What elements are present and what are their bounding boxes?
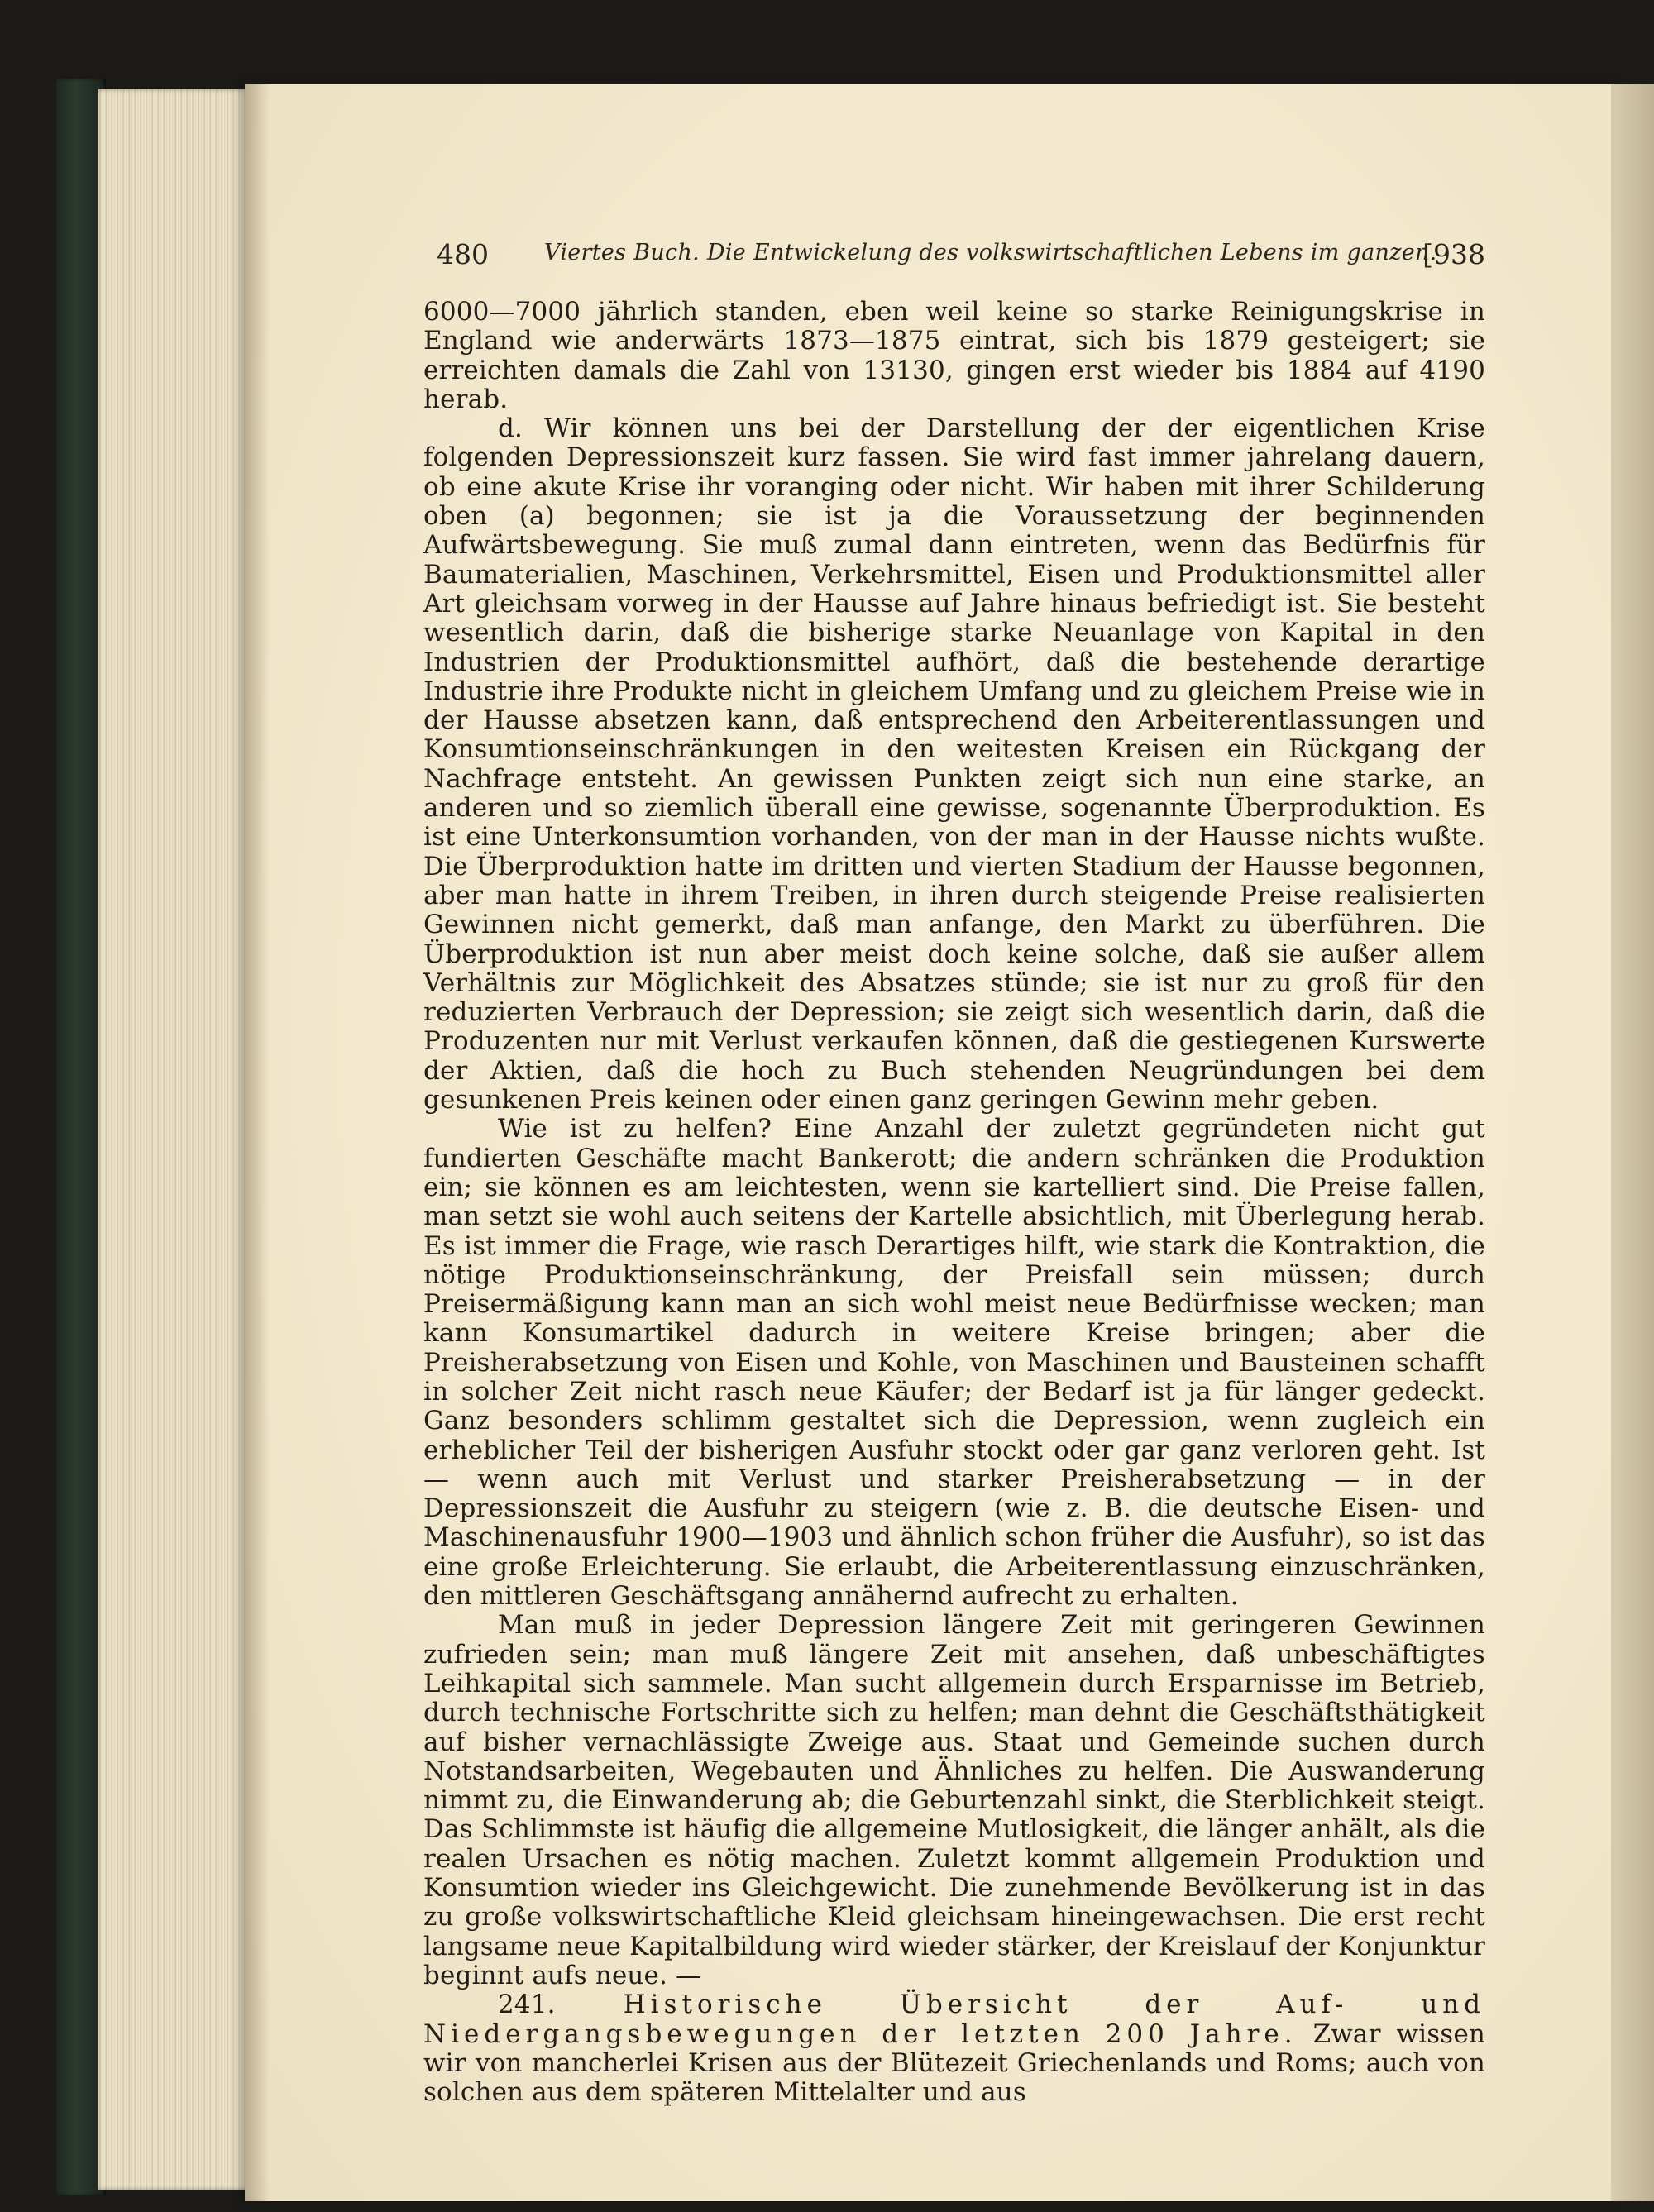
page-number: 480 [437,238,489,270]
paragraph-1: 6000—7000 jährlich standen, eben weil keine so starke Reinigungskrise in England wie anderwärts 1873—1875 eintrat, sich bis 1879 gesteigert; sie erreichten damals die Zahl von 13130, gingen erst wieder bis 1884 auf 4190 herab. [423,297,1485,414]
page-edges [98,89,248,2190]
section-marker: [938 [1422,238,1485,270]
next-page-edge [1611,84,1654,2201]
running-title: Viertes Buch. Die Entwickelung des volkswirtschaftlichen Lebens im ganzen. [544,240,1437,265]
paragraph-5 [423,1990,1485,2107]
paragraph-2: d. Wir können uns bei der Darstellung der der eigentlichen Krise folgenden Depressionszeit kurz fassen. Sie wird fast immer jahrelang dauern, ob eine akute Krise ihr voranging oder nicht. Wir haben mit ihrer Schilderung oben (a) begonnen; sie ist ja die Voraussetzung der beginnenden Aufwärtsbewegung. Sie muß zumal dann eintreten, wenn das Bedürfnis für Baumaterialien, Maschinen, Verkehrsmittel, Eisen und Produktionsmittel aller Art gleichsam vorweg in der Hausse auf Jahre hinaus befriedigt ist. Sie besteht wesentlich darin, daß die bisherige starke Neuanlage von Kapital in den Industrien der Produktionsmittel aufhört, daß die bestehende derartige Industrie ihre Produkte nicht in gleichem Umfang und zu gleichem Preise wie in der Hausse absetzen kann, daß entsprechend den Arbeiterentlassungen und Konsumtionseinschränkungen in den weitesten Kreisen ein Rückgang der Nachfrage entsteht. An gewissen Punkten zeigt sich nun eine starke, an anderen und so ziemlich überall eine gewisse, sogenannte Überproduktion. Es ist eine Unterkonsumtion vorhanden, von der man in der Hausse nichts wußte. Die Überproduktion hatte im dritten und vierten Stadium der Hausse begonnen, aber man hatte in ihrem Treiben, in ihren durch steigende Preise realisierten Gewinnen nicht gemerkt, daß man anfange, den Markt zu überführen. Die Überproduktion ist nun aber meist doch keine solche, daß sie außer allem Verhältnis zur Möglichkeit des Absatzes stünde; sie ist nur zu groß für den reduzierten Verbrauch der Depression; sie zeigt sich wesentlich darin, daß die Produzenten nur mit Verlust verkaufen können, daß die gestiegenen Kurswerte der Aktien, daß die hoch zu Buch stehenden Neugründungen bei dem gesunkenen Preis keinen oder einen ganz geringen Gewinn mehr geben. [423,413,1485,1116]
gutter-shadow [245,84,270,2201]
paragraph-4: Man muß in jeder Depression längere Zeit mit geringeren Gewinnen zufrieden sein; man muß längere Zeit mit ansehen, daß unbeschäftigtes Leihkapital sich sammele. Man sucht allgemein durch Ersparnisse im Betrieb, durch technische Fortschritte sich zu helfen; man dehnt die Geschäftsthätigkeit auf bisher vernachlässigte Zweige aus. Staat und Gemeinde suchen durch Notstandsarbeiten, Wegebauten und Ähnliches zu helfen. Die Auswanderung nimmt zu, die Einwanderung ab; die Geburtenzahl sinkt, die Sterblichkeit steigt. Das Schlimmste ist häufig die allgemeine Mutlosigkeit, die länger anhält, als die realen Ursachen es nötig machen. Zuletzt kommt allgemein Produktion und Konsumtion wieder ins Gleichgewicht. Die zunehmende Bevölkerung ist in das zu große volkswirtschaftliche Kleid gleichsam hineingewachsen. Die erst recht langsame neue Kapitalbildung wird wieder stärker, der Kreislauf der Konjunktur beginnt aufs neue. — [423,1610,1485,1990]
running-header [437,238,1485,279]
paragraph-3: Wie ist zu helfen? Eine Anzahl der zuletzt gegründeten nicht gut fundierten Geschäfte macht Bankerott; die andern schränken die Produktion ein; sie können es am leichtesten, wenn sie kartelliert sind. Die Preise fallen, man setzt sie wohl auch seitens der Kartelle absichtlich, mit Überlegung herab. Es ist immer die Frage, wie rasch Derartiges hilft, wie stark die Kontraktion, die nötige Produktionseinschränkung, der Preisfall sein müssen; durch Preisermäßigung kann man an sich wohl meist neue Bedürfnisse wecken; man kann Konsumartikel dadurch in weitere Kreise bringen; aber die Preisherabsetzung von Eisen und Kohle, von Maschinen und Bausteinen schafft in solcher Zeit nicht rasch neue Käufer; der Bedarf ist ja für länger gedeckt. Ganz besonders schlimm gestaltet sich die Depression, wenn zugleich ein erheblicher Teil der bisherigen Ausfuhr stockt oder gar ganz verloren geht. Ist — wenn auch mit Verlust und starker Preisherabsetzung — in der Depressionszeit die Ausfuhr zu steigern (wie z. B. die deutsche Eisen- und Maschinenausfuhr 1900—1903 und ähnlich schon früher die Ausfuhr), so ist das eine große Erleichterung. Sie erlaubt, die Arbeiterentlassung einzuschränken, den mittleren Geschäftsgang annähernd aufrecht zu erhalten. [423,1114,1485,1612]
body-text [423,298,1485,2107]
section-text: Zwar wissen wir von mancherlei Krisen aus der Blütezeit Griechenlands und Roms; auch von solchen aus dem späteren Mittelalter und aus [423,2019,1485,2108]
section-heading: Historische Übersicht der Auf- und Niedergangsbewegungen der letzten 200 Jahre. [423,1990,1485,2049]
section-number: 241. [498,1990,556,2020]
